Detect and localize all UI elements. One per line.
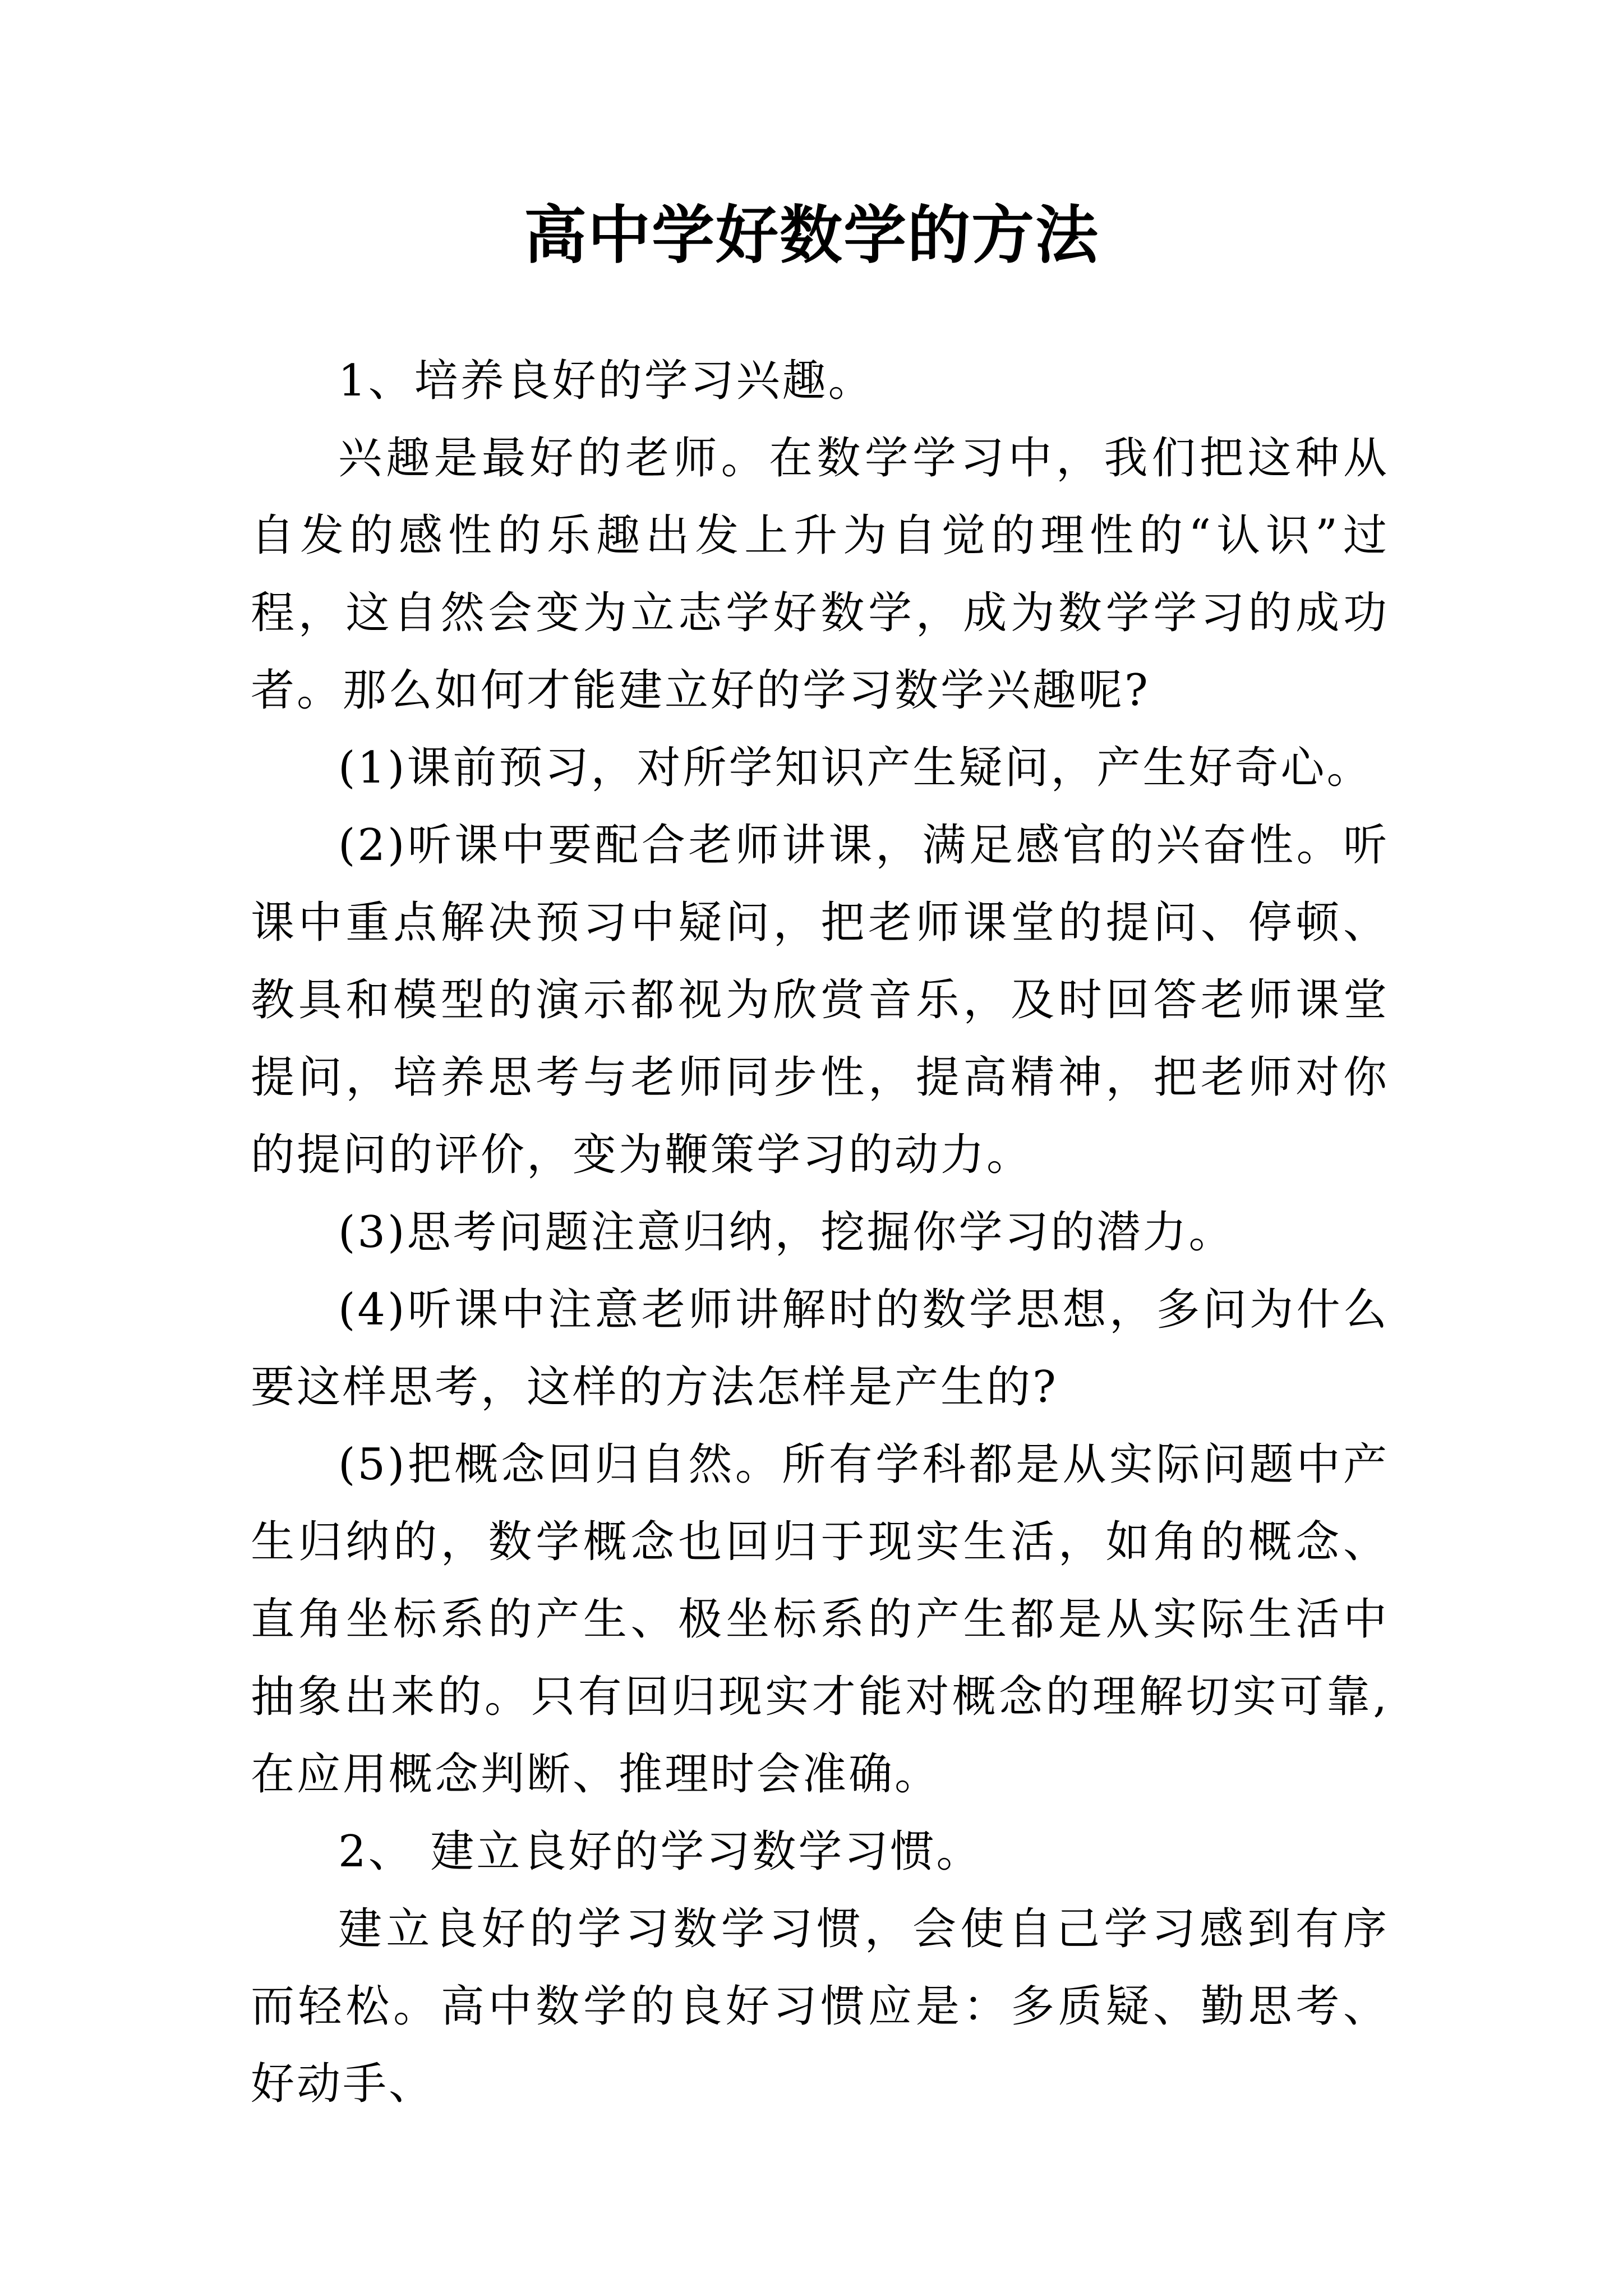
paragraph-item-1: (1)课前预习，对所学知识产生疑问，产生好奇心。 <box>338 743 1373 793</box>
paragraph-interest-intro: 兴趣是最好的老师。在数学学习中，我们把这种从自发的感性的乐趣出发上升为自觉的理性的“认识”过程，这自然会变为立志学好数学，成为数学学习的成功者。那么如何才能建立好的学习数学兴趣呢? <box>251 433 1389 716</box>
paragraph-item-4: (4)听课中注意老师讲解时的数学思想，多问为什么要这样思考，这样的方法怎样是产生的? <box>251 1285 1389 1412</box>
paragraph-habits-intro: 建立良好的学习数学习惯，会使自己学习感到有序而轻松。高中数学的良好习惯应是：多质疑、勤思考、好动手、 <box>251 1904 1389 2109</box>
paragraph-item-5: (5)把概念回归自然。所有学科都是从实际问题中产生归纳的，数学概念也回归于现实生活，如角的概念、直角坐标系的产生、极坐标系的产生都是从实际生活中抽象出来的。只有回归现实才能对概念的理解切实可靠,在应用概念判断、推理时会准确。 <box>251 1439 1389 1800</box>
document-title: 高中学好数学的方法 <box>524 199 1099 272</box>
paragraph-section-2-heading: 2、 建立良好的学习数学习惯。 <box>338 1826 983 1877</box>
paragraph-section-1-heading: 1、培养良好的学习兴趣。 <box>338 356 874 406</box>
paragraph-item-2: (2)听课中要配合老师讲课，满足感官的兴奋性。听课中重点解决预习中疑问，把老师课堂的提问、停顿、教具和模型的演示都视为欣赏音乐，及时回答老师课堂提问，培养思考与老师同步性，提高精神，把老师对你的提问的评价，变为鞭策学习的动力。 <box>251 820 1389 1180</box>
paragraph-item-3: (3)思考问题注意归纳，挖掘你学习的潜力。 <box>338 1207 1235 1258</box>
document-body <box>251 342 1389 2123</box>
